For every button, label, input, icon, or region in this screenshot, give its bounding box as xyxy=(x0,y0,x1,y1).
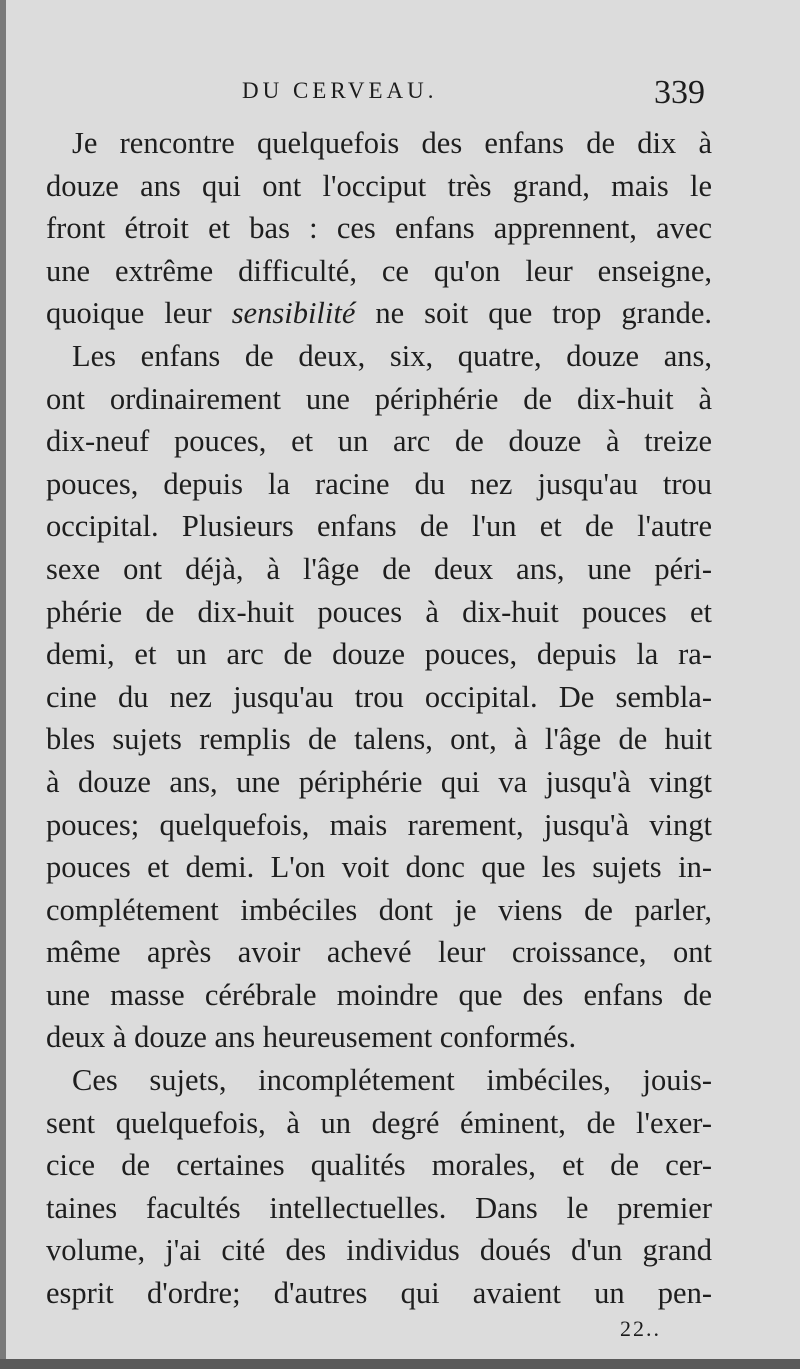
text-line: dix-neuf pouces, et un arc de douze à treize xyxy=(46,424,712,459)
text-line: une masse cérébrale moindre que des enfans de xyxy=(46,977,712,1012)
text-line: cine du nez jusqu'au trou occipital. De sembla- xyxy=(46,679,712,714)
text-line: taines facultés intellectuelles. Dans le premier xyxy=(46,1190,712,1225)
text-line: esprit d'ordre; d'autres qui avaient un pen- xyxy=(46,1276,712,1311)
text-line xyxy=(46,292,712,335)
paragraph-2 xyxy=(46,335,712,1059)
text-line: ont ordinairement une périphérie de dix-huit à xyxy=(46,381,712,416)
running-head xyxy=(0,74,800,114)
text-line: même après avoir achevé leur croissance, ont xyxy=(46,935,712,970)
text-line: phérie de dix-huit pouces à dix-huit pouces et xyxy=(46,594,712,629)
text-line: front étroit et bas : ces enfans apprennent, avec xyxy=(46,211,712,246)
text-line: cice de certaines qualités morales, et de cer- xyxy=(46,1148,712,1183)
text-line: à douze ans, une périphérie qui va jusqu'à vingt xyxy=(46,764,712,799)
text-segment: quoique leur xyxy=(46,296,232,331)
text-line: deux à douze ans heureusement conformés. xyxy=(46,1020,577,1055)
text-segment: ne soit que trop grande. xyxy=(355,296,712,331)
text-line: occipital. Plusieurs enfans de l'un et de l'autre xyxy=(46,509,712,544)
text-line: pouces; quelquefois, mais rarement, jusqu'à vingt xyxy=(46,807,712,842)
text-line: bles sujets remplis de talens, ont, à l'âge de huit xyxy=(46,722,712,757)
body-text xyxy=(46,122,712,1315)
text-line: Ces sujets, incomplétement imbéciles, jouis- xyxy=(72,1063,712,1098)
text-line: demi, et un arc de douze pouces, depuis la ra- xyxy=(46,637,712,672)
running-head-title: DU CERVEAU. xyxy=(242,78,438,103)
text-line: sexe ont déjà, à l'âge de deux ans, une péri- xyxy=(46,551,712,586)
text-line: complétement imbéciles dont je viens de parler, xyxy=(46,892,712,927)
italic-word: sensibilité xyxy=(231,296,356,331)
text-line: volume, j'ai cité des individus doués d'un grand xyxy=(46,1233,712,1268)
signature-mark: 22.. xyxy=(620,1316,661,1341)
text-line: pouces, depuis la racine du nez jusqu'au trou xyxy=(46,466,712,501)
text-line: Les enfans de deux, six, quatre, douze ans, xyxy=(72,338,712,373)
text-line: sent quelquefois, à un degré éminent, de l'exer- xyxy=(46,1105,712,1140)
paragraph-1 xyxy=(46,122,712,335)
text-line: Je rencontre quelquefois des enfans de dix à xyxy=(72,126,712,160)
page-number: 339 xyxy=(654,74,705,111)
text-line: pouces et demi. L'on voit donc que les sujets in- xyxy=(46,850,712,885)
paragraph-3 xyxy=(46,1059,712,1315)
text-line: douze ans qui ont l'occiput très grand, mais le xyxy=(46,168,712,203)
text-line: une extrême difficulté, ce qu'on leur enseigne, xyxy=(46,253,712,288)
